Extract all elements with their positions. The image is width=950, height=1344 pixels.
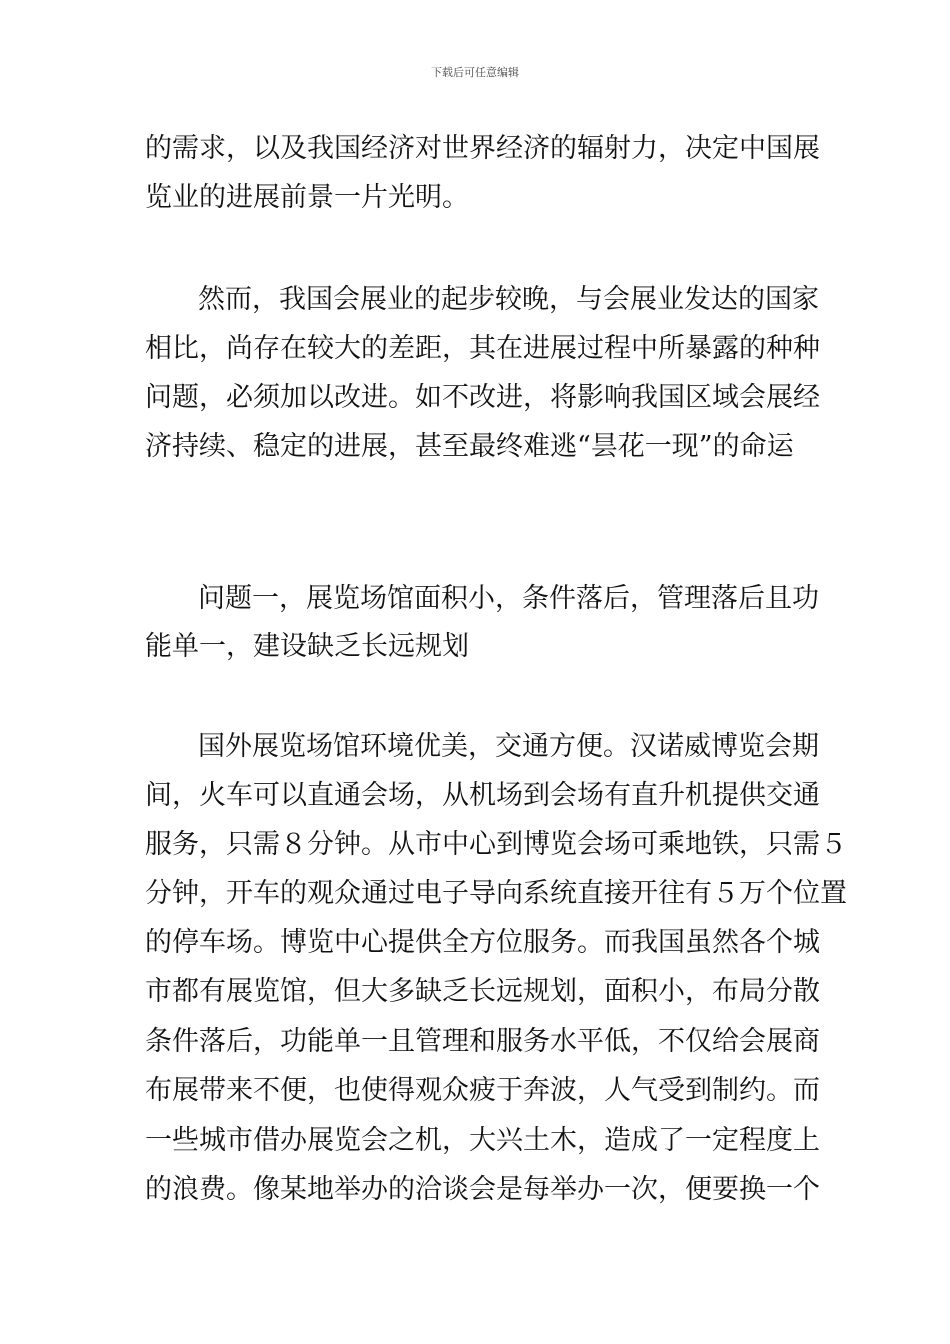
paragraph-line: 济持续、稳定的进展，甚至最终难逃“昙花一现”的命运 <box>145 431 794 462</box>
page-header-note: 下载后可任意编辑 <box>431 66 519 79</box>
paragraph-line: 条件落后，功能单一且管理和服务水平低，不仅给会展商 <box>145 1026 820 1057</box>
paragraph-line: 能单一，建设缺乏长远规划 <box>145 631 469 662</box>
paragraph-line: 分钟，开车的观众通过电子导向系统直接开往有５万个位置 <box>145 878 847 909</box>
paragraph-line: 一些城市借办展览会之机，大兴土木，造成了一定程度上 <box>145 1125 820 1156</box>
paragraph-line: 的浪费。像某地举办的洽谈会是每举办一次，便要换一个 <box>145 1174 820 1205</box>
paragraph-line: 问题，必须加以改进。如不改进，将影响我国区域会展经 <box>145 382 820 413</box>
paragraph-line: 相比，尚存在较大的差距，其在进展过程中所暴露的种种 <box>145 333 820 364</box>
paragraph-line: 国外展览场馆环境优美，交通方便。汉诺威博览会期 <box>198 731 819 762</box>
paragraph-line: 布展带来不便，也使得观众疲于奔波，人气受到制约。而 <box>145 1075 820 1106</box>
paragraph-line: 问题一，展览场馆面积小，条件落后，管理落后且功 <box>198 583 819 614</box>
paragraph-line: 览业的进展前景一片光明。 <box>145 182 469 213</box>
paragraph-line: 间，火车可以直通会场，从机场到会场有直升机提供交通 <box>145 780 820 811</box>
paragraph-line: 的需求，以及我国经济对世界经济的辐射力，决定中国展 <box>145 133 820 164</box>
paragraph-line: 市都有展览馆，但大多缺乏长远规划，面积小，布局分散 <box>145 976 820 1007</box>
paragraph-line: 然而，我国会展业的起步较晚，与会展业发达的国家 <box>198 284 819 315</box>
paragraph-line: 服务，只需８分钟。从市中心到博览会场可乘地铁，只需５ <box>145 829 847 860</box>
paragraph-line: 的停车场。博览中心提供全方位服务。而我国虽然各个城 <box>145 927 820 958</box>
